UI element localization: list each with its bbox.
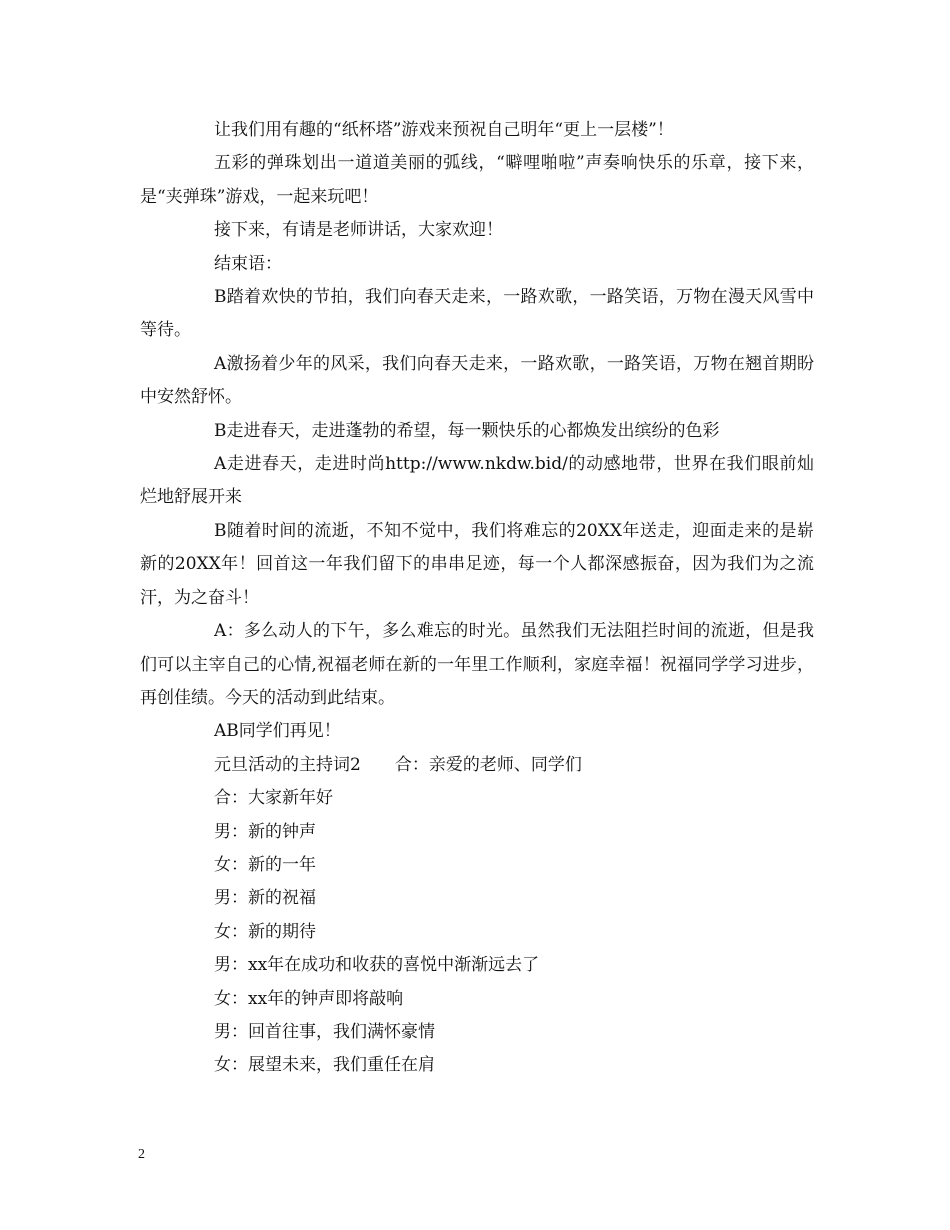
paragraph: A激扬着少年的风采，我们向春天走来，一路欢歌，一路笑语，万物在翘首期盼中安然舒怀。: [140, 353, 814, 408]
paragraph: B踏着欢快的节拍，我们向春天走来，一路欢歌，一路笑语，万物在漫天风雪中等待。: [140, 287, 814, 341]
paragraph: 合：大家新年好: [214, 788, 333, 809]
paragraph: 男：新的钟声: [214, 821, 316, 842]
paragraph: B随着时间的流逝，不知不觉中，我们将难忘的20XX年送走，迎面走来的是崭新的20XX年！回首这一年我们留下的串串足迹，每一个人都深感振奋，因为我们为之流汗，为之奋斗！: [140, 520, 814, 608]
document-body: [140, 114, 814, 1083]
paragraph: 女：xx年的钟声即将敲响: [214, 988, 404, 1009]
paragraph: 结束语：: [214, 253, 282, 274]
paragraph: 五彩的弹珠划出一道道美丽的弧线，“噼哩啪啦”声奏响快乐的乐章，接下来，是“夹弹珠”游戏，一起来玩吧！: [140, 153, 814, 207]
paragraph: 女：新的一年: [214, 854, 316, 875]
paragraph: AB同学们再见！: [214, 721, 341, 742]
paragraph: 接下来，有请是老师讲话，大家欢迎！: [214, 220, 503, 241]
paragraph: 女：展望未来，我们重任在肩: [214, 1055, 435, 1076]
paragraph: 男：新的祝福: [214, 888, 316, 909]
paragraph: A：多么动人的下午，多么难忘的时光。虽然我们无法阻拦时间的流逝，但是我们可以主宰自己的心情,祝福老师在新的一年里工作顺利，家庭幸福！祝福同学学习进步，再创佳绩。今天的活动到此结束。: [140, 621, 814, 708]
paragraph: 让我们用有趣的“纸杯塔”游戏来预祝自己明年“更上一层楼”！: [214, 120, 674, 140]
paragraph: A走进春天，走进时尚http://www.nkdw.bid/的动感地带，世界在我们眼前灿烂地舒展开来: [140, 454, 814, 508]
page-number: 2: [138, 1147, 145, 1162]
paragraph: B走进春天，走进蓬勃的希望，每一颗快乐的心都焕发出缤纷的色彩: [214, 420, 720, 441]
paragraph: 男：回首往事，我们满怀豪情: [214, 1021, 435, 1042]
paragraph: 元旦活动的主持词2 合：亲爱的老师、同学们: [214, 754, 582, 775]
paragraph: 女：新的期待: [214, 921, 316, 942]
paragraph: 男：xx年在成功和收获的喜悦中渐渐远去了: [214, 955, 540, 976]
